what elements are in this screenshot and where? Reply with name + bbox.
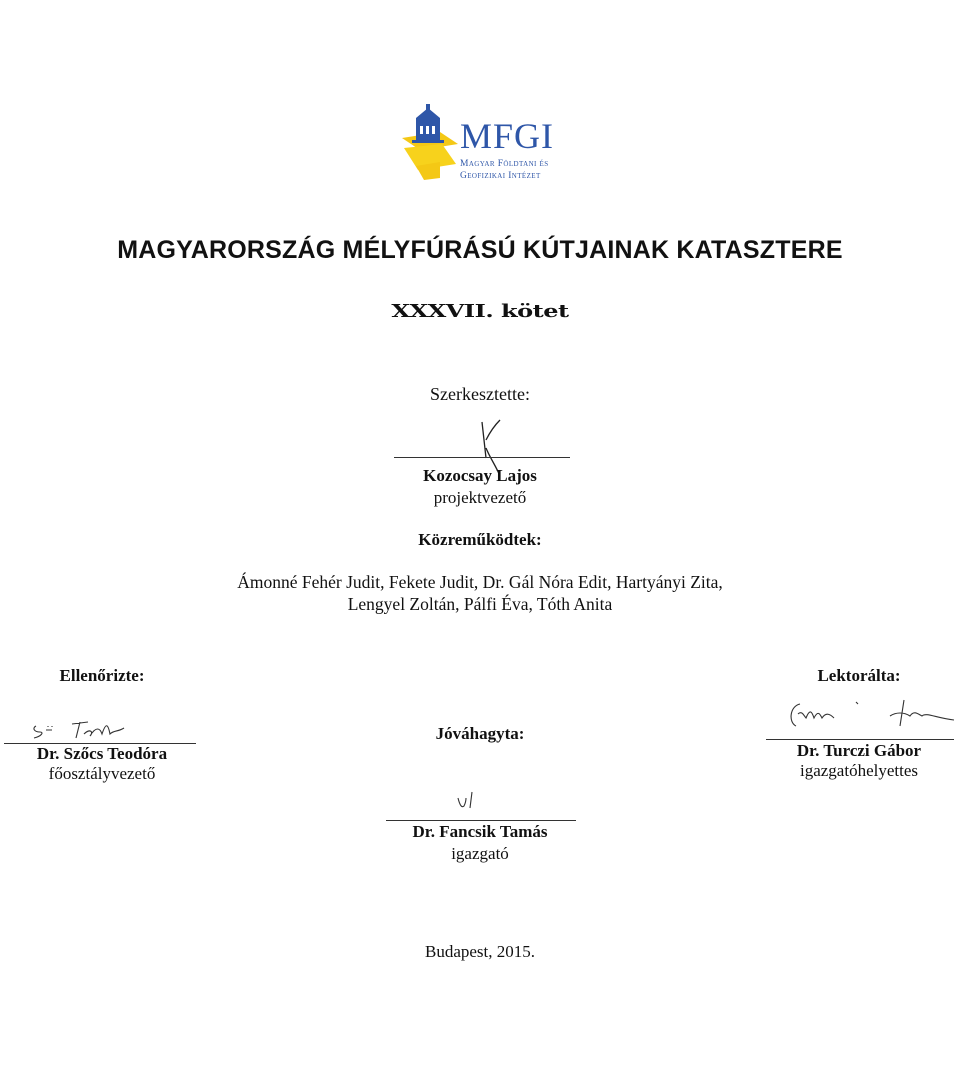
document-title: MAGYARORSZÁG MÉLYFÚRÁSÚ KÚTJAINAK KATASZTERE [117,236,843,264]
volume-number: XXXVII. kötet [391,299,569,322]
editor-signature-line [394,457,570,458]
reviewed-signature-line [766,739,954,740]
logo-subtitle-1: Magyar Földtani és [460,159,549,169]
editor-label: Szerkesztette: [430,384,530,404]
approved-role: igazgató [451,844,509,863]
checked-block [4,666,200,686]
reviewed-label: Lektorálta: [817,666,901,685]
reviewed-block [762,666,956,686]
reviewed-name: Dr. Turczi Gábor [796,741,922,760]
mfgi-building-emblem-icon [400,104,460,184]
contributors-label: Közreműködtek: [418,530,542,549]
approved-name: Dr. Fancsik Tamás [412,822,548,841]
reviewed-role: igazgatóhelyettes [799,761,918,780]
place-date: Budapest, 2015. [424,942,536,961]
contributors-line-2: Lengyel Zoltán, Pálfi Éva, Tóth Anita [347,594,613,614]
logo-subtitle-2: Geofizikai Intézet [460,171,541,181]
checked-person [4,744,200,784]
editor-role: projektvezető [433,488,527,507]
editor-name: Kozocsay Lajos [423,466,537,485]
checked-label: Ellenőrizte: [59,666,145,685]
reviewed-signature [786,696,956,736]
logo-wordmark: MFGI [460,116,555,156]
contributors-line-1: Ámonné Fehér Judit, Fekete Judit, Dr. Gál Nóra Edit, Hartyányi Zita, [237,572,723,592]
approved-label: Jóváhagyta: [435,724,525,743]
approved-signature [452,788,492,818]
checked-name: Dr. Szőcs Teodóra [36,744,168,763]
approved-signature-line [386,820,576,821]
checked-role: főosztályvezető [48,764,156,783]
mfgi-logo [400,104,600,184]
reviewed-person [762,741,956,781]
